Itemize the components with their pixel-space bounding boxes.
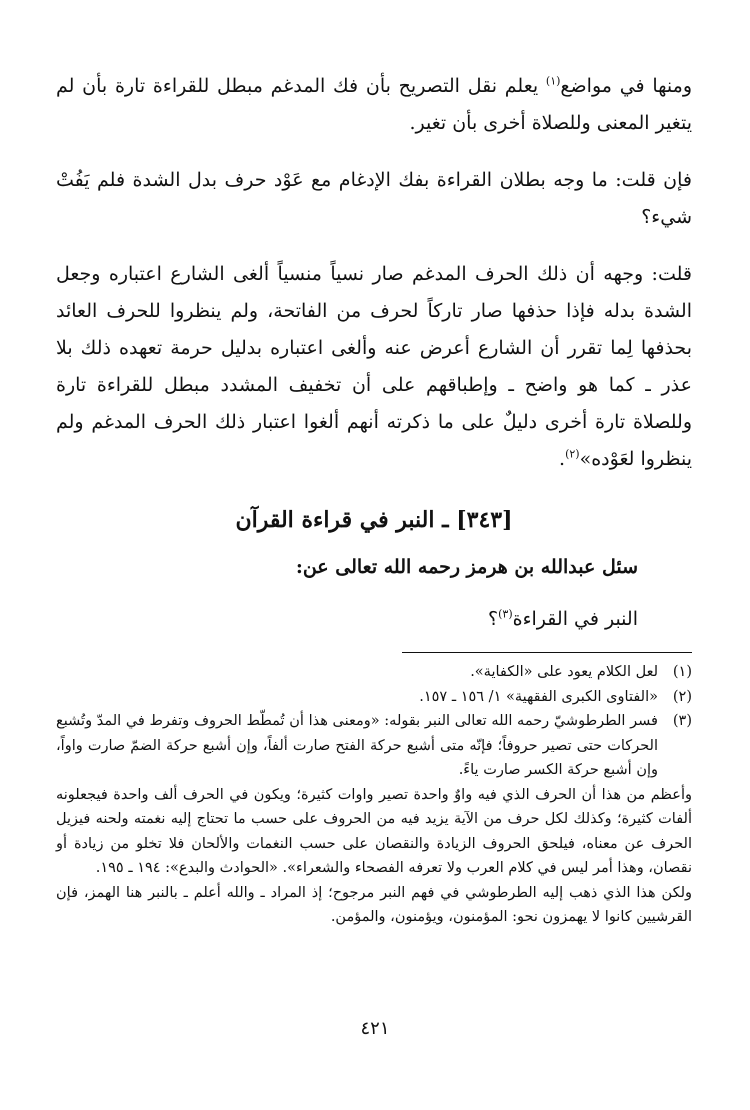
- footnote-number: (٣): [672, 713, 692, 729]
- paragraph-2: فإن قلت: ما وجه بطلان القراءة بفك الإدغام مع عَوْد حرف بدل الشدة فلم يَفُتْ شيء؟: [56, 169, 692, 228]
- paragraph-3-text: قلت: وجهه أن ذلك الحرف المدغم صار نسياً منسياً ألغى الشارع اعتباره وجعل الشدة بدله فإذا حذفها صار تاركاً لحرف من الفاتحة، ولم ينظروا للحرف العائد بحذفها لِما تقرر أن الشارع أعرض عنه وألغى اعتباره بدليل حرمة تعهده ذلك بلا عذر ـ كما هو واضح ـ وإطباقهم على أن تخفيف المشدد مبطل للقراءة تارة وللصلاة تارة أخرى دليلٌ على ما ذكرته أنهم ألغوا اعتبار ذلك الحرف المدغم ولم ينظروا لعَوْده»: [56, 263, 692, 470]
- footnote-1: [56, 660, 692, 685]
- footnote-number: (٢): [672, 688, 692, 705]
- footnote-3-continuation-1: وأعظم من هذا أن الحرف الذي فيه واوٌ واحدة تصير واوات كثيرة؛ ويكون في الحرف ألف واحدة فيجعلونه ألفات كثيرة؛ وكذلك لكل حرف من الآية يزيد فيه من الحروف على حسب ما تحتاج إليه نغمته ولحنه فيزيل الحرف عن معناه، فيلحق الحروف الزيادة والنقصان على حسب النغمات والألحان فلا تخلو من زيادة أو نقصان، وهذا أمر ليس في كلام العرب ولا تعرفه الفصحاء والشعراء». «الحوادث والبدع»: ١٩٤ ـ ١٩٥.: [56, 786, 692, 876]
- footnote-text: «الفتاوى الكبرى الفقهية» ١/ ١٥٦ ـ ١٥٧.: [419, 688, 658, 705]
- question-intro: سئل عبدالله بن هرمز رحمه الله تعالى عن:: [295, 556, 638, 578]
- question-topic-text: النبر في القراءة: [512, 608, 638, 630]
- footnotes: [56, 660, 692, 930]
- footnote-3-continuation-2: ولكن هذا الذي ذهب إليه الطرطوشي في فهم النبر مرجوح؛ إذ المراد ـ والله أعلم ـ بالنبر هنا الهمز، فإن القرشيين كانوا لا يهمزون نحو: المؤمنون، ويؤمنون، والمؤمن.: [56, 884, 692, 925]
- paragraph-3: [56, 256, 692, 478]
- footnote-ref-3: (٣): [498, 607, 513, 621]
- footnote-ref-2: (٢): [565, 447, 580, 461]
- paragraph-1-text-b: يعلم نقل التصريح بأن فك المدغم مبطل للقراءة تارة بأن لم يتغير المعنى وللصلاة أخرى بأن تغير.: [56, 75, 692, 134]
- paragraph-3-end: .: [559, 448, 566, 470]
- paragraph-1: [56, 68, 692, 142]
- footnote-ref-1: (١): [545, 74, 561, 88]
- section-heading: [٣٤٣] ـ النبر في قراءة القرآن: [235, 507, 513, 533]
- question-topic-end: ؟: [488, 608, 499, 630]
- footnote-separator: [402, 652, 692, 653]
- question-topic: [56, 600, 692, 638]
- footnote-number: (١): [672, 664, 692, 680]
- footnote-2: [56, 685, 692, 710]
- footnote-3: [56, 709, 692, 783]
- paragraph-1-text-a: ومنها في مواضع: [560, 75, 692, 97]
- footnote-text: لعل الكلام يعود على «الكفاية».: [470, 664, 658, 680]
- page-number: ٤٢١: [360, 1018, 390, 1039]
- footnote-text: فسر الطرطوشيّ رحمه الله تعالى النبر بقوله: «ومعنى هذا أن تُمطّط الحروف وتفرط في المدّ وتُشبع الحركات حتى تصير حروفاً؛ فإنّه متى أشبع حركة الفتح صارت ألفاً، وإن أشبع حركة الضمّ صارت واواً، وإن أشبع حركة الكسر صارت ياءً.: [56, 713, 658, 778]
- main-text: [56, 68, 692, 638]
